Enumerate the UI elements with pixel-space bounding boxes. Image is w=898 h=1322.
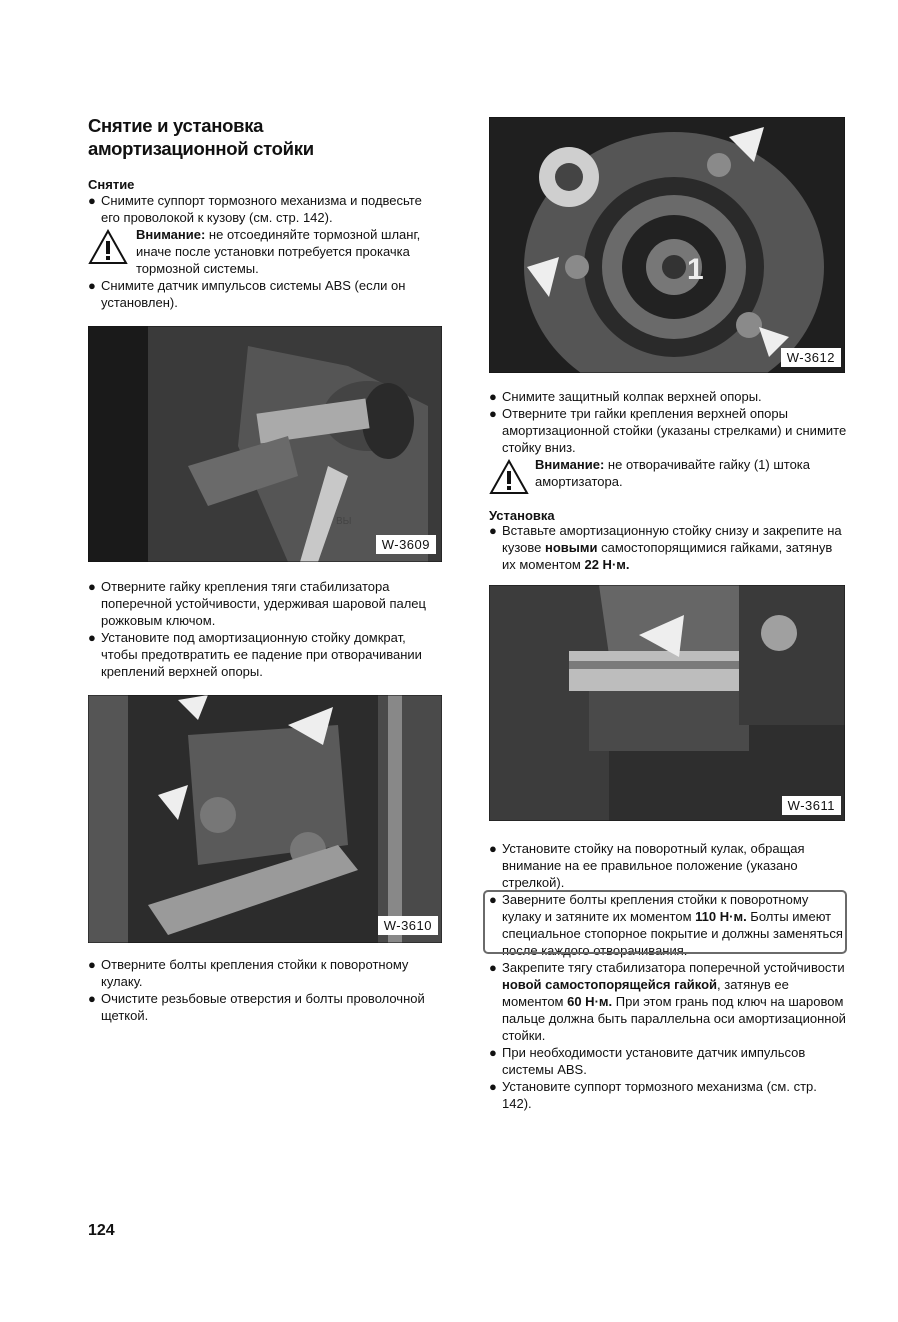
removal-steps-bottom: [88, 956, 444, 1024]
warning-text: не отворачивайте гайку (1) штока амортизатора.: [535, 457, 811, 489]
list-item: ● Отверните гайку крепления тяги стабилизатора поперечной устойчивости, удерживая шаровой палец рожковым ключом.: [88, 579, 426, 628]
removal-heading: Снятие: [88, 177, 135, 192]
install-steps-bottom: [489, 840, 847, 1112]
photo-label: W-3612: [781, 348, 841, 367]
photo-label: W-3609: [376, 535, 436, 554]
install-heading: Установка: [489, 508, 555, 523]
svg-text:1: 1: [687, 253, 704, 286]
page-number: 124: [88, 1222, 115, 1239]
photo-w3610: [88, 695, 442, 943]
title-line-2: амортизационной стойки: [88, 138, 314, 159]
highlight-frame: [483, 890, 847, 954]
removal-steps-mid: [88, 578, 444, 680]
warning-triangle-icon: [489, 459, 529, 495]
warning-text: не отсоединяйте тормозной шланг, иначе после установки потребуется прокачка тормозной системы.: [136, 227, 421, 276]
list-item: ● Снимите суппорт тормозного механизма и подвесьте его проволокой к кузову (см. стр. 142).: [88, 193, 422, 225]
install-steps-top: [489, 522, 847, 573]
removal-steps-top: [88, 192, 444, 311]
warning-label: Внимание:: [136, 227, 206, 242]
list-item: ● Очистите резьбовые отверстия и болты проволочной щеткой.: [88, 991, 425, 1023]
warning-block: [489, 456, 847, 490]
photo-stamp-text: ВЫ: [336, 516, 352, 527]
list-item: ● Вставьте амортизационную стойку снизу и закрепите на кузове новыми самостопорящимися гайками, затянув их моментом 22 Н·м.: [489, 523, 842, 572]
list-item: ● Закрепите тягу стабилизатора поперечной устойчивости новой самостопорящейся гайкой, затянув ее моментом 60 Н·м. При этом грань под ключ на шаровом пальце должна быть параллельна оси амортизационной стойки.: [489, 960, 846, 1043]
list-item-highlighted: ● Заверните болты крепления стойки к поворотному кулаку и затяните их моментом 110 Н·м. Болты имеют специальное стопорное покрытие и должны заменяться после каждого отворачивания.: [489, 892, 843, 958]
list-item: ● Установите стойку на поворотный кулак, обращая внимание на ее правильное положение (указано стрелкой).: [489, 841, 805, 890]
list-item: ● Установите под амортизационную стойку домкрат, чтобы предотвратить ее падение при отворачивании креплений верхней опоры.: [88, 630, 422, 679]
list-item: ● Установите суппорт тормозного механизма (см. стр. 142).: [489, 1079, 817, 1111]
list-item: ● Отверните болты крепления стойки к поворотному кулаку.: [88, 957, 409, 989]
photo-w3609: [88, 326, 442, 562]
warning-label: Внимание:: [535, 457, 605, 472]
removal-steps-right: [489, 388, 847, 490]
photo-w3611: [489, 585, 845, 821]
photo-w3612: [489, 117, 845, 373]
photo-label: W-3610: [378, 916, 438, 935]
warning-triangle-icon: [88, 229, 128, 265]
list-item: ● При необходимости установите датчик импульсов системы ABS.: [489, 1045, 806, 1077]
list-item: ● Отверните три гайки крепления верхней опоры амортизационной стойки (указаны стрелками) и снимите стойку вниз.: [489, 406, 847, 455]
title-line-1: Снятие и установка: [88, 115, 264, 136]
photo-label: W-3611: [782, 796, 841, 815]
section-title: [88, 114, 448, 160]
list-item: ● Снимите датчик импульсов системы ABS (если он установлен).: [88, 278, 406, 310]
warning-block: [88, 226, 444, 277]
list-item: ● Снимите защитный колпак верхней опоры.: [489, 389, 762, 404]
